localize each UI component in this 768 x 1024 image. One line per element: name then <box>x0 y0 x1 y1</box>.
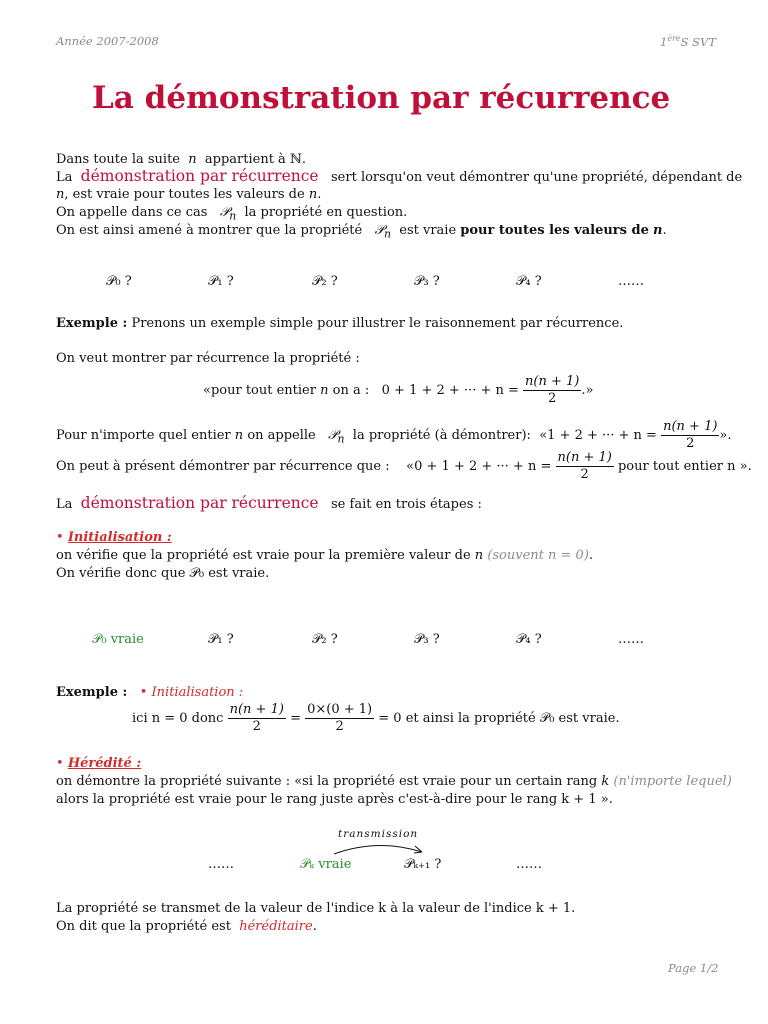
heredite-line-4: On dit que la propriété est héréditaire. <box>56 919 317 934</box>
sequence-3 <box>0 857 768 877</box>
seq1-dots: …… <box>618 274 644 289</box>
example-1-intro: Exemple : Prenons un exemple simple pour illustrer le raisonnement par récurrence. <box>56 316 624 331</box>
example-2-formula: ici n = 0 donc $\frac{n(n + 1)}{2}$ = $\frac{0\times(0 + 1)}{2}$ = 0 et ainsi la propriété 𝒫₀ est vraie. <box>132 702 620 734</box>
example-1-want: On veut montrer par récurrence la propriété : <box>56 351 360 366</box>
seq3-dots-right: …… <box>516 857 542 872</box>
term-demonstration: démonstration par récurrence <box>80 167 319 185</box>
intro-line-4: On appelle dans ce cas 𝒫$_n$ la propriété en question. <box>56 205 408 223</box>
seq3-pk1: 𝒫ₖ₊₁ ? <box>404 857 442 872</box>
sequence-2 <box>0 632 768 652</box>
three-steps-line: La démonstration par récurrence se fait en trois étapes : <box>56 494 482 512</box>
term-hereditaire: héréditaire <box>239 919 313 934</box>
seq1-p2: 𝒫₂ ? <box>312 274 338 289</box>
seq3-dots-left: …… <box>208 857 234 872</box>
header-class: 1èreS SVT <box>660 34 717 49</box>
seq2-p1: 𝒫₁ ? <box>208 632 234 647</box>
transmission-label: transmission <box>338 828 419 840</box>
seq1-p1: 𝒫₁ ? <box>208 274 234 289</box>
intro-line-3: n, est vraie pour toutes les valeurs de n. <box>56 187 322 202</box>
intro-line-2: La démonstration par récurrence sert lorsqu'on veut démontrer qu'une propriété, dépendant de <box>56 167 743 185</box>
heredite-heading: • Hérédité : <box>56 756 142 771</box>
init-line-2: On vérifie donc que 𝒫₀ est vraie. <box>56 566 270 581</box>
intro-line-1: Dans toute la suite n appartient à ℕ. <box>56 152 306 167</box>
page-number: Page 1/2 <box>668 961 719 975</box>
seq2-p4: 𝒫₄ ? <box>516 632 542 647</box>
heredite-line-2: alors la propriété est vraie pour le rang juste après c'est-à-dire pour le rang k + 1 ». <box>56 792 613 807</box>
seq1-p0: 𝒫₀ ? <box>106 274 132 289</box>
formula-1: «pour tout entier n on a : 0 + 1 + 2 + ··· + n = $\frac{n(n + 1)}{2}$ .» <box>203 374 594 406</box>
seq2-dots: …… <box>618 632 644 647</box>
sequence-1 <box>0 274 768 294</box>
page-title: La démonstration par récurrence <box>92 80 671 116</box>
initialisation-heading: • Initialisation : <box>56 530 172 545</box>
formula-2: Pour n'importe quel entier n on appelle 𝒫$_n$ la propriété (à démontrer): «1 + 2 + ··· + n = $\frac{n(n + 1)}{2}$ ». <box>56 419 732 451</box>
transmission-arrow <box>330 838 430 858</box>
seq2-p0-true: 𝒫₀ vraie <box>92 632 144 647</box>
seq2-p3: 𝒫₃ ? <box>414 632 440 647</box>
seq3-pk-true: 𝒫ₖ vraie <box>300 857 352 872</box>
seq1-p4: 𝒫₄ ? <box>516 274 542 289</box>
example-2-heading: Exemple : • Initialisation : <box>56 685 244 700</box>
heredite-line-1: on démontre la propriété suivante : «si la propriété est vraie pour un certain rang k (n'importe lequel) <box>56 774 732 789</box>
header-year: Année 2007-2008 <box>56 34 159 48</box>
seq1-p3: 𝒫₃ ? <box>414 274 440 289</box>
intro-line-5: On est ainsi amené à montrer que la propriété 𝒫$_n$ est vraie pour toutes les valeurs de n. <box>56 223 667 241</box>
init-line-1: on vérifie que la propriété est vraie pour la première valeur de n (souvent n = 0). <box>56 548 594 563</box>
formula-3: On peut à présent démontrer par récurrence que : «0 + 1 + 2 + ··· + n = $\frac{n(n + 1)}{2}$ pour tout entier n ». <box>56 450 752 482</box>
seq2-p2: 𝒫₂ ? <box>312 632 338 647</box>
heredite-line-3: La propriété se transmet de la valeur de l'indice k à la valeur de l'indice k + 1. <box>56 901 576 916</box>
